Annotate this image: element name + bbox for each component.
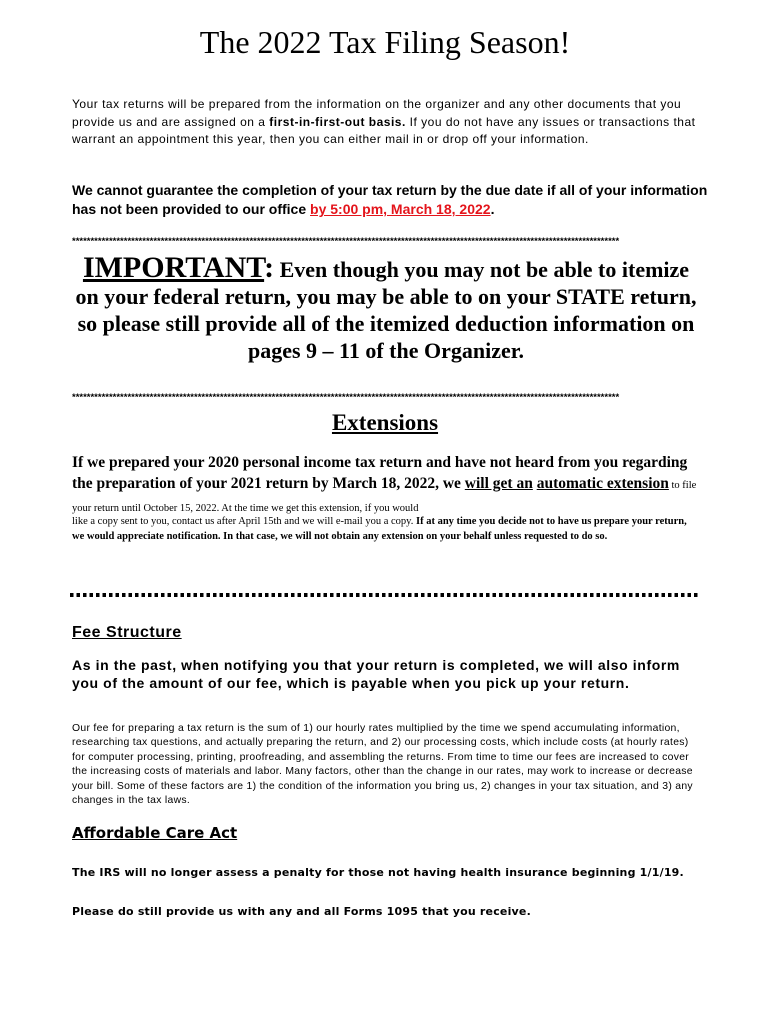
extensions-rest-bold: If at any time you decide not to have us prepare your return, we would appreciate notification. In that case, we will not obtain any extension on your behalf unless requested to do so.	[72, 516, 687, 542]
important-label: IMPORTANT	[82, 251, 265, 284]
extensions-lead-underline-1: will get an	[464, 475, 533, 492]
aca-heading: Affordable Care Act	[72, 824, 238, 842]
aca-line-2: Please do still provide us with any and all Forms 1095 that you receive.	[72, 905, 531, 918]
intro-bold: first-in-first-out basis.	[269, 114, 406, 129]
deadline-date: by 5:00 pm, March 18, 2022	[310, 201, 491, 217]
dotted-divider	[68, 592, 700, 598]
extensions-lead-text: If we prepared your 2020 personal income tax return and have not heard from you regarding the preparation of your 2021 return by March 18, 2022, we	[72, 454, 688, 492]
fee-lead: As in the past, when notifying you that your return is completed, we will also inform you of the amount of our fee, which is payable when you pick up your return.	[72, 657, 680, 691]
warning-text: We cannot guarantee the completion of your tax return by the due date if all of your information has not been provided to our office	[72, 182, 708, 217]
extensions-heading: Extensions	[331, 410, 439, 435]
important-colon: :	[264, 251, 275, 284]
separator-bottom: ****************************************************************************************************************************************************	[72, 392, 620, 403]
important-text: Even though you may not be able to itemize on your federal return, you may be able to on your STATE return, so please still provide all of the itemized deduction information on pages 9 – 11 of the Organizer.	[75, 257, 697, 363]
intro-paragraph	[72, 96, 702, 149]
extensions-lead-underline-2: automatic extension	[536, 475, 669, 492]
deadline-warning	[72, 181, 712, 219]
extensions-rest-text: like a copy sent to you, contact us after April 15th and we will e-mail you a copy.	[72, 516, 416, 527]
extensions-lead	[72, 452, 700, 519]
extensions-rest	[72, 514, 700, 544]
extensions-small-text: to file your return until October 15, 2022. At the time we get this extension, if you would	[72, 480, 697, 514]
fee-body: Our fee for preparing a tax return is the sum of 1) our hourly rates multiplied by the time we spend accumulating information, researching tax questions, and actually preparing the return, and 2) our processing costs, which include costs (at hourly rates) for computer processing, printing, proofreading, and assembling the returns. From time to time our fees are increased to cover the increasing costs of materials and labor. Many factors, other than the change in our rates, may work to increase or decrease your bill. Some of these factors are 1) the condition of the information you bring us, 2) changes in your tax situation, and 3) any changes in the tax laws.	[72, 723, 693, 807]
intro-text-2: If you do not have any issues or transactions that warrant an appointment this year, then you can either mail in or drop off your information.	[72, 114, 696, 146]
important-notice	[72, 251, 700, 364]
aca-line-1: The IRS will no longer assess a penalty for those not having health insurance beginning 1/1/19.	[72, 866, 684, 879]
page-title: The 2022 Tax Filing Season!	[199, 24, 571, 60]
intro-text-1: Your tax returns will be prepared from the information on the organizer and any other documents that you provide us and are assigned on a	[72, 97, 682, 129]
fee-heading: Fee Structure	[72, 624, 182, 641]
separator-top: ****************************************************************************************************************************************************	[72, 236, 620, 247]
warning-end: .	[490, 201, 495, 217]
